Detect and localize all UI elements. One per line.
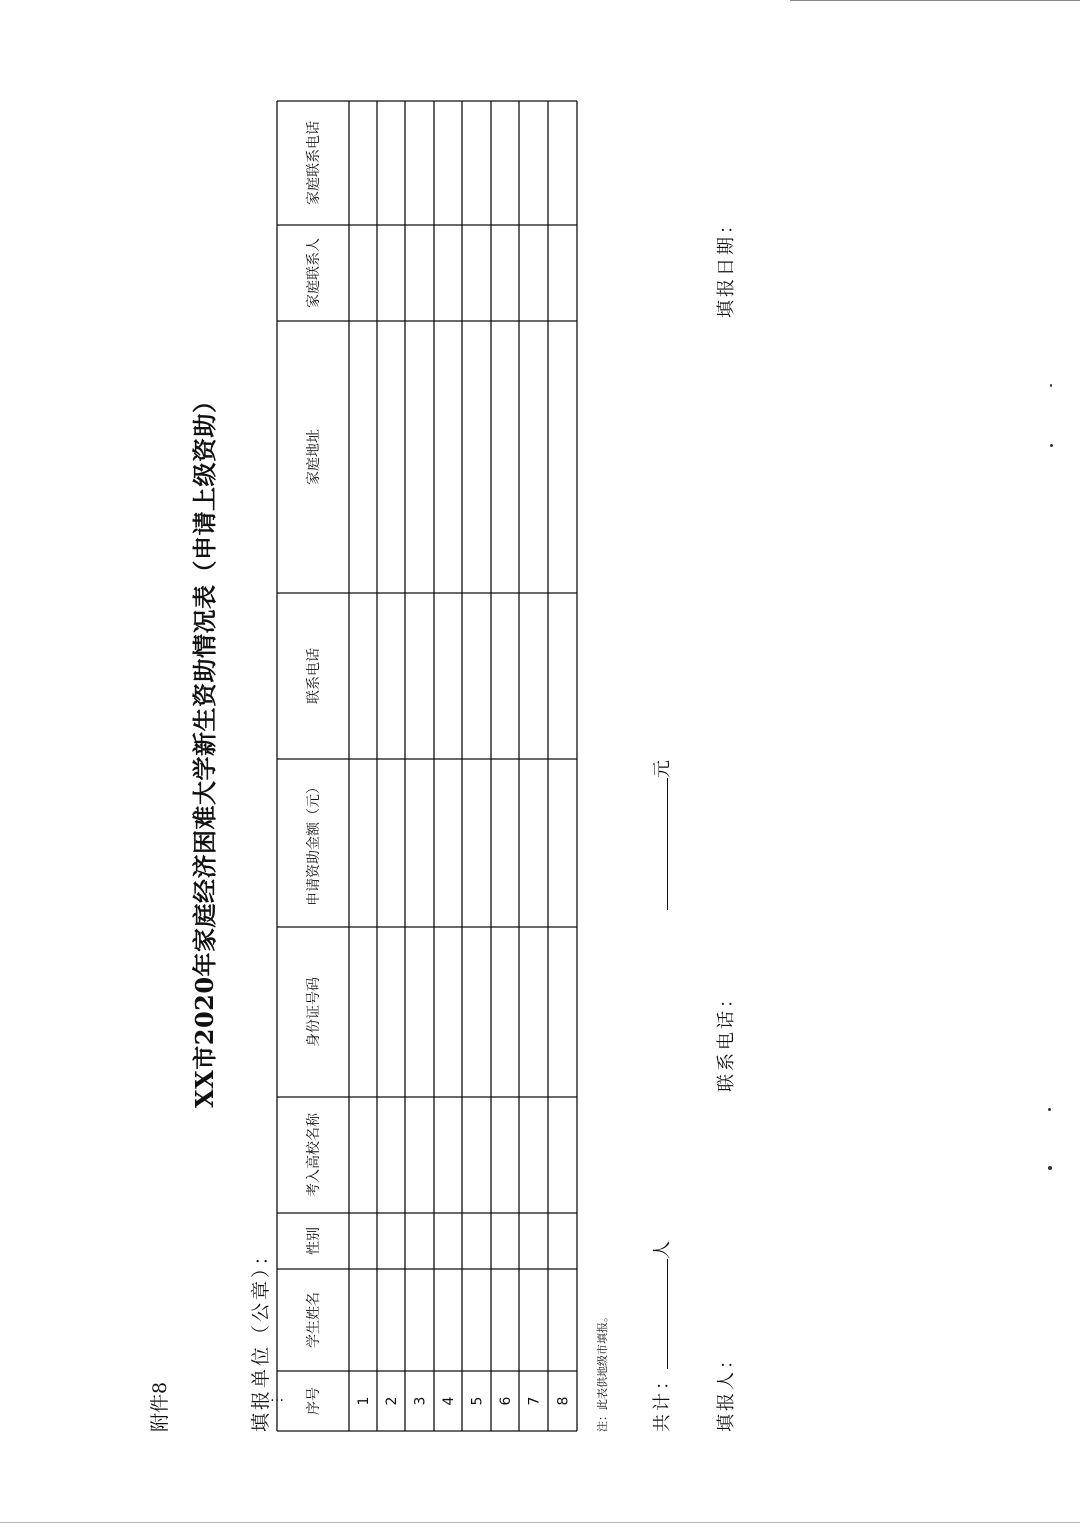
scan-speck bbox=[1048, 1166, 1052, 1170]
table-header-cell: 序号 bbox=[306, 1387, 322, 1415]
money-unit: 元 bbox=[652, 760, 673, 778]
table-row-number: 1 bbox=[356, 1396, 372, 1406]
total-people-blank[interactable] bbox=[667, 1259, 668, 1369]
scan-edge bbox=[0, 1522, 1080, 1523]
scan-speck bbox=[1050, 444, 1053, 447]
table-header-cell: 身份证号码 bbox=[306, 977, 322, 1047]
table-header-cell: 考入高校名称 bbox=[306, 1113, 322, 1197]
people-unit: 人 bbox=[652, 1238, 673, 1259]
table-row-number: 5 bbox=[469, 1396, 486, 1406]
report-date-label: 填报日期： bbox=[716, 213, 737, 318]
table-row-number: 2 bbox=[384, 1396, 400, 1406]
table-header-cell: 联系电话 bbox=[306, 648, 322, 704]
table-header-cell: 申请资助金额（元） bbox=[306, 780, 322, 906]
scan-speck bbox=[1048, 1108, 1051, 1111]
reporter-label: 填报人： bbox=[716, 1348, 737, 1432]
reporting-unit-label: 填报单位（公章）： bbox=[250, 1243, 272, 1432]
table-header-cell: 家庭联系电话 bbox=[306, 121, 322, 205]
scan-speck bbox=[1050, 384, 1052, 387]
table-header-cell: 家庭地址 bbox=[306, 429, 322, 485]
table-row-number: 7 bbox=[526, 1396, 543, 1406]
table-row-number: 8 bbox=[555, 1396, 572, 1406]
document-title: XX市2020年家庭经济困难大学新生资助情况表（申请上级资助） bbox=[190, 388, 219, 1108]
total-amount-blank[interactable] bbox=[667, 778, 668, 910]
table-row-number: 6 bbox=[498, 1396, 514, 1406]
table-header-cell: 性别 bbox=[306, 1227, 322, 1255]
total-amount-line bbox=[648, 760, 674, 910]
total-people-line bbox=[648, 1238, 674, 1432]
scan-edge bbox=[790, 0, 1080, 1]
table-row-number: 4 bbox=[441, 1396, 457, 1406]
attachment-label: 附件8 bbox=[149, 1381, 171, 1432]
table-header-cell: 学生姓名 bbox=[306, 1292, 322, 1348]
table-header-cell: 家庭联系人 bbox=[306, 238, 322, 308]
contact-phone-label: 联系电话： bbox=[716, 987, 737, 1092]
total-label: 共计： bbox=[652, 1369, 673, 1432]
table-row-number: … bbox=[270, 1389, 284, 1405]
footnote: 注：此表供地级市填报。 bbox=[596, 1311, 609, 1432]
table-row-number: 3 bbox=[412, 1396, 429, 1406]
aid-form-table bbox=[270, 101, 577, 1431]
